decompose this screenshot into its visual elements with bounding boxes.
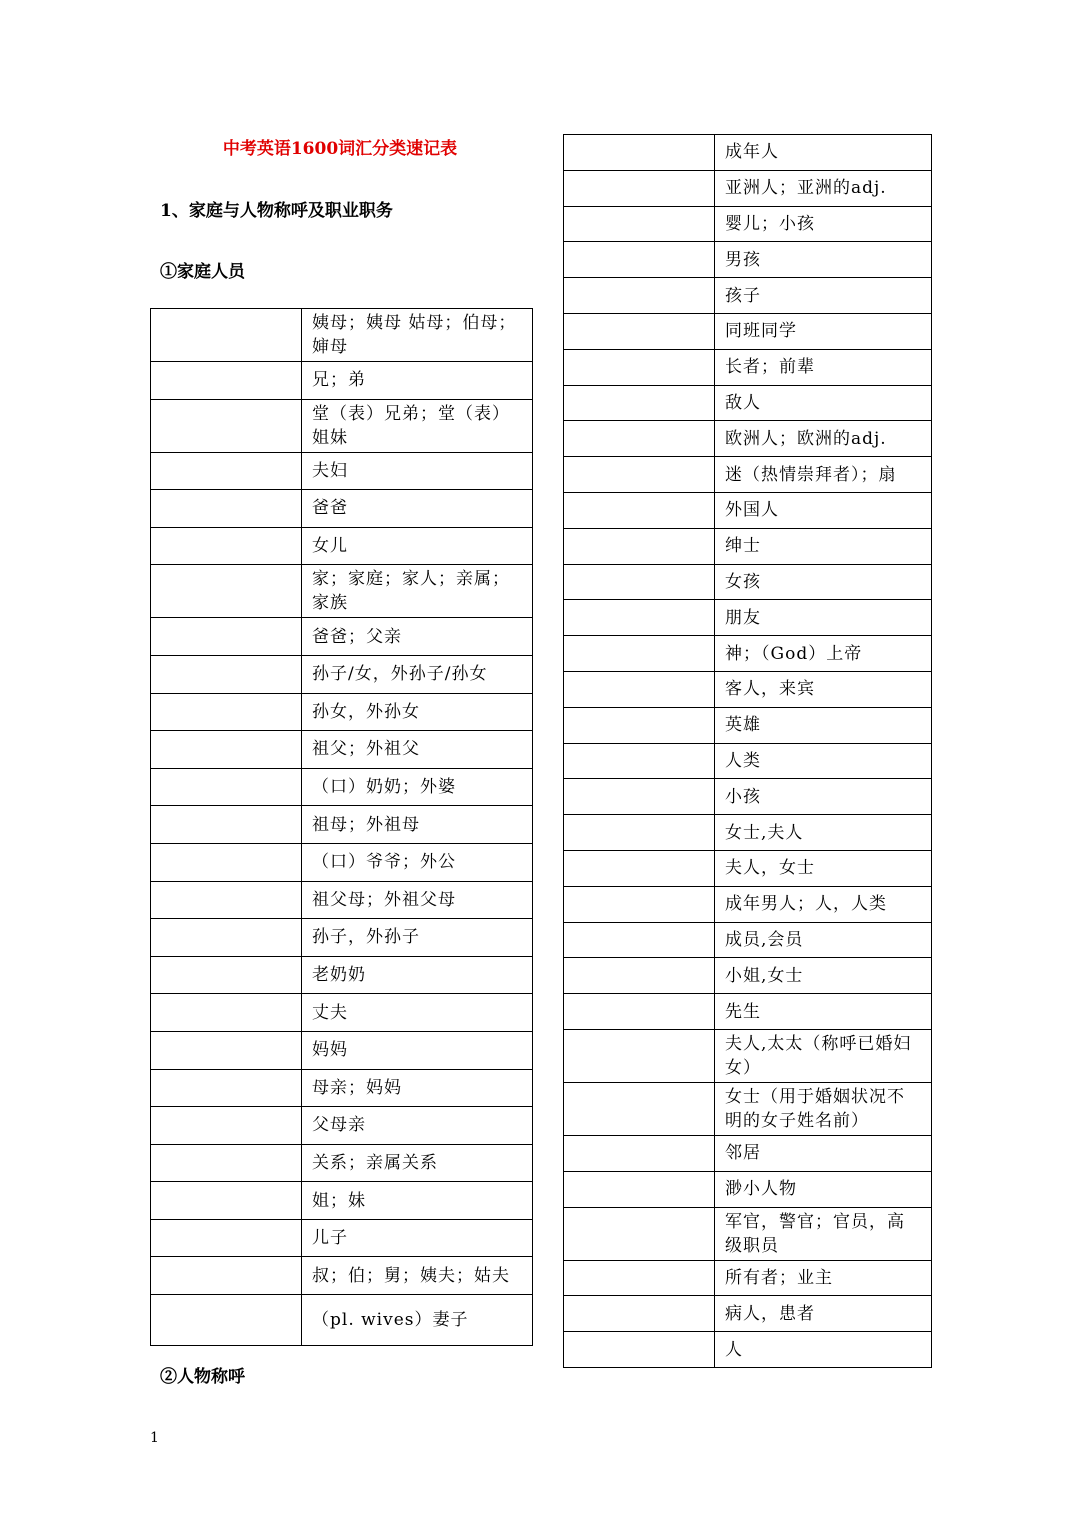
table-row [151, 362, 533, 400]
chinese-meaning-cell: 神；（God）上帝 [715, 636, 932, 672]
english-word-cell [564, 779, 715, 815]
chinese-meaning-cell: 丈夫 [302, 994, 533, 1032]
english-word-cell [564, 421, 715, 457]
table-row [564, 958, 932, 994]
english-word-cell [151, 1219, 302, 1257]
table-row [564, 922, 932, 958]
table-row [151, 693, 533, 731]
people-vocab-table [563, 134, 932, 1368]
table-row [151, 768, 533, 806]
chinese-meaning-cell: 夫人,太太（称呼已婚妇女） [715, 1029, 932, 1082]
english-word-cell [151, 399, 302, 452]
chinese-meaning-cell: 祖母；外祖母 [302, 806, 533, 844]
english-word-cell [151, 490, 302, 528]
english-word-cell [564, 600, 715, 636]
table-row [151, 452, 533, 490]
table-row [564, 1082, 932, 1135]
chinese-meaning-cell: 女孩 [715, 564, 932, 600]
chinese-meaning-cell: （口）爷爷；外公 [302, 843, 533, 881]
english-word-cell [564, 886, 715, 922]
english-word-cell [564, 206, 715, 242]
chinese-meaning-cell: 外国人 [715, 492, 932, 528]
chinese-meaning-cell: 女士,夫人 [715, 815, 932, 851]
chinese-meaning-cell: 儿子 [302, 1219, 533, 1257]
table-row [151, 527, 533, 565]
table-row [151, 994, 533, 1032]
english-word-cell [151, 806, 302, 844]
chinese-meaning-cell: 祖父；外祖父 [302, 731, 533, 769]
chinese-meaning-cell: 人类 [715, 743, 932, 779]
english-word-cell [564, 492, 715, 528]
english-word-cell [564, 958, 715, 994]
table-row [564, 457, 932, 493]
family-vocab-table [150, 308, 533, 1346]
english-word-cell [564, 1296, 715, 1332]
table-row [151, 655, 533, 693]
chinese-meaning-cell: 小孩 [715, 779, 932, 815]
chinese-meaning-cell: 成年人 [715, 135, 932, 171]
chinese-meaning-cell: 叔；伯；舅；姨夫；姑夫 [302, 1257, 533, 1295]
english-word-cell [151, 1144, 302, 1182]
table-row [151, 565, 533, 618]
english-word-cell [564, 1029, 715, 1082]
table-row [151, 1257, 533, 1295]
chinese-meaning-cell: 夫人，女士 [715, 850, 932, 886]
table-row [564, 1296, 932, 1332]
table-row [564, 564, 932, 600]
chinese-meaning-cell: 老奶奶 [302, 956, 533, 994]
table-row [564, 492, 932, 528]
chinese-meaning-cell: 成年男人；人，人类 [715, 886, 932, 922]
english-word-cell [151, 768, 302, 806]
english-word-cell [151, 1069, 302, 1107]
chinese-meaning-cell: 军官，警官；官员，高级职员 [715, 1207, 932, 1260]
english-word-cell [564, 922, 715, 958]
chinese-meaning-cell: 渺小人物 [715, 1171, 932, 1207]
english-word-cell [151, 919, 302, 957]
chinese-meaning-cell: 堂（表）兄弟；堂（表）姐妹 [302, 399, 533, 452]
english-word-cell [564, 1135, 715, 1171]
table-row [564, 1029, 932, 1082]
english-word-cell [564, 1332, 715, 1368]
english-word-cell [564, 242, 715, 278]
table-row [151, 399, 533, 452]
table-row [564, 1260, 932, 1296]
english-word-cell [151, 1107, 302, 1145]
table-row [151, 956, 533, 994]
english-word-cell [151, 1295, 302, 1346]
table-row [151, 1069, 533, 1107]
table-row [564, 886, 932, 922]
english-word-cell [564, 815, 715, 851]
chinese-meaning-cell: 女儿 [302, 527, 533, 565]
english-word-cell [564, 170, 715, 206]
english-word-cell [564, 1260, 715, 1296]
chinese-meaning-cell: 祖父母；外祖父母 [302, 881, 533, 919]
english-word-cell [151, 693, 302, 731]
chinese-meaning-cell: 英雄 [715, 707, 932, 743]
document-title: 中考英语1600词汇分类速记表 [222, 139, 458, 159]
table-row [151, 843, 533, 881]
english-word-cell [151, 1257, 302, 1295]
chinese-meaning-cell: 爸爸 [302, 490, 533, 528]
english-word-cell [564, 994, 715, 1030]
table-row [151, 919, 533, 957]
chinese-meaning-cell: 所有者；业主 [715, 1260, 932, 1296]
chinese-meaning-cell: （口）奶奶；外婆 [302, 768, 533, 806]
chinese-meaning-cell: 姐；妹 [302, 1182, 533, 1220]
table-row [564, 278, 932, 314]
page-number: 1 [150, 1430, 159, 1446]
english-word-cell [564, 636, 715, 672]
english-word-cell [151, 1031, 302, 1069]
chinese-meaning-cell: 成员,会员 [715, 922, 932, 958]
english-word-cell [564, 850, 715, 886]
table-row [564, 421, 932, 457]
table-row [564, 1171, 932, 1207]
table-row [564, 1135, 932, 1171]
chinese-meaning-cell: 关系；亲属关系 [302, 1144, 533, 1182]
chinese-meaning-cell: 女士（用于婚姻状况不明的女子姓名前） [715, 1082, 932, 1135]
table-row [564, 1207, 932, 1260]
table-row [564, 135, 932, 171]
table-row [564, 743, 932, 779]
chinese-meaning-cell: 朋友 [715, 600, 932, 636]
chinese-meaning-cell: 家；家庭；家人；亲属；家族 [302, 565, 533, 618]
table-row [564, 707, 932, 743]
section-heading: 1、家庭与人物称呼及职业职务 [160, 201, 393, 221]
chinese-meaning-cell: 父母亲 [302, 1107, 533, 1145]
chinese-meaning-cell: 孙子，外孙子 [302, 919, 533, 957]
chinese-meaning-cell: 妈妈 [302, 1031, 533, 1069]
chinese-meaning-cell: 同班同学 [715, 313, 932, 349]
english-word-cell [151, 527, 302, 565]
table-row [564, 385, 932, 421]
table-row [564, 528, 932, 564]
english-word-cell [564, 528, 715, 564]
english-word-cell [151, 731, 302, 769]
english-word-cell [564, 564, 715, 600]
table-row [151, 490, 533, 528]
chinese-meaning-cell: 敌人 [715, 385, 932, 421]
english-word-cell [564, 707, 715, 743]
english-word-cell [151, 618, 302, 656]
table-row [564, 994, 932, 1030]
table-row [564, 779, 932, 815]
chinese-meaning-cell: 孙女，外孙女 [302, 693, 533, 731]
table-row [151, 1295, 533, 1346]
english-word-cell [564, 1171, 715, 1207]
table-row [151, 1031, 533, 1069]
english-word-cell [564, 1082, 715, 1135]
table-row [564, 170, 932, 206]
table-row [151, 618, 533, 656]
chinese-meaning-cell: 邻居 [715, 1135, 932, 1171]
english-word-cell [564, 1207, 715, 1260]
chinese-meaning-cell: 母亲；妈妈 [302, 1069, 533, 1107]
table-row [151, 1144, 533, 1182]
english-word-cell [564, 349, 715, 385]
table-row [151, 1219, 533, 1257]
english-word-cell [151, 881, 302, 919]
english-word-cell [564, 743, 715, 779]
english-word-cell [151, 452, 302, 490]
table-row [151, 309, 533, 362]
chinese-meaning-cell: 孩子 [715, 278, 932, 314]
chinese-meaning-cell: 欧洲人；欧洲的adj. [715, 421, 932, 457]
table-row [564, 206, 932, 242]
subsection-family-heading: ①家庭人员 [160, 262, 245, 282]
table-row [151, 1182, 533, 1220]
chinese-meaning-cell: 长者；前辈 [715, 349, 932, 385]
table-row [564, 1332, 932, 1368]
english-word-cell [151, 362, 302, 400]
table-row [564, 242, 932, 278]
english-word-cell [151, 309, 302, 362]
chinese-meaning-cell: 姨母；姨母 姑母；伯母；婶母 [302, 309, 533, 362]
chinese-meaning-cell: 小姐,女士 [715, 958, 932, 994]
table-row [564, 815, 932, 851]
chinese-meaning-cell: 婴儿；小孩 [715, 206, 932, 242]
english-word-cell [151, 655, 302, 693]
subsection-people-heading: ②人物称呼 [160, 1367, 245, 1387]
table-row [564, 600, 932, 636]
table-row [564, 850, 932, 886]
english-word-cell [564, 135, 715, 171]
table-row [151, 731, 533, 769]
table-row [151, 1107, 533, 1145]
table-row [564, 313, 932, 349]
chinese-meaning-cell: 客人，来宾 [715, 671, 932, 707]
chinese-meaning-cell: 亚洲人；亚洲的adj. [715, 170, 932, 206]
english-word-cell [151, 1182, 302, 1220]
chinese-meaning-cell: 病人，患者 [715, 1296, 932, 1332]
chinese-meaning-cell: 绅士 [715, 528, 932, 564]
english-word-cell [564, 385, 715, 421]
english-word-cell [564, 313, 715, 349]
chinese-meaning-cell: 迷（热情崇拜者）；扇 [715, 457, 932, 493]
table-row [151, 881, 533, 919]
english-word-cell [151, 565, 302, 618]
english-word-cell [151, 956, 302, 994]
chinese-meaning-cell: （pl. wives）妻子 [302, 1295, 533, 1346]
english-word-cell [564, 671, 715, 707]
english-word-cell [564, 278, 715, 314]
chinese-meaning-cell: 夫妇 [302, 452, 533, 490]
english-word-cell [151, 843, 302, 881]
chinese-meaning-cell: 男孩 [715, 242, 932, 278]
chinese-meaning-cell: 先生 [715, 994, 932, 1030]
table-row [564, 671, 932, 707]
chinese-meaning-cell: 孙子/女，外孙子/孙女 [302, 655, 533, 693]
table-row [151, 806, 533, 844]
chinese-meaning-cell: 兄；弟 [302, 362, 533, 400]
chinese-meaning-cell: 人 [715, 1332, 932, 1368]
english-word-cell [564, 457, 715, 493]
table-row [564, 349, 932, 385]
chinese-meaning-cell: 爸爸；父亲 [302, 618, 533, 656]
english-word-cell [151, 994, 302, 1032]
table-row [564, 636, 932, 672]
